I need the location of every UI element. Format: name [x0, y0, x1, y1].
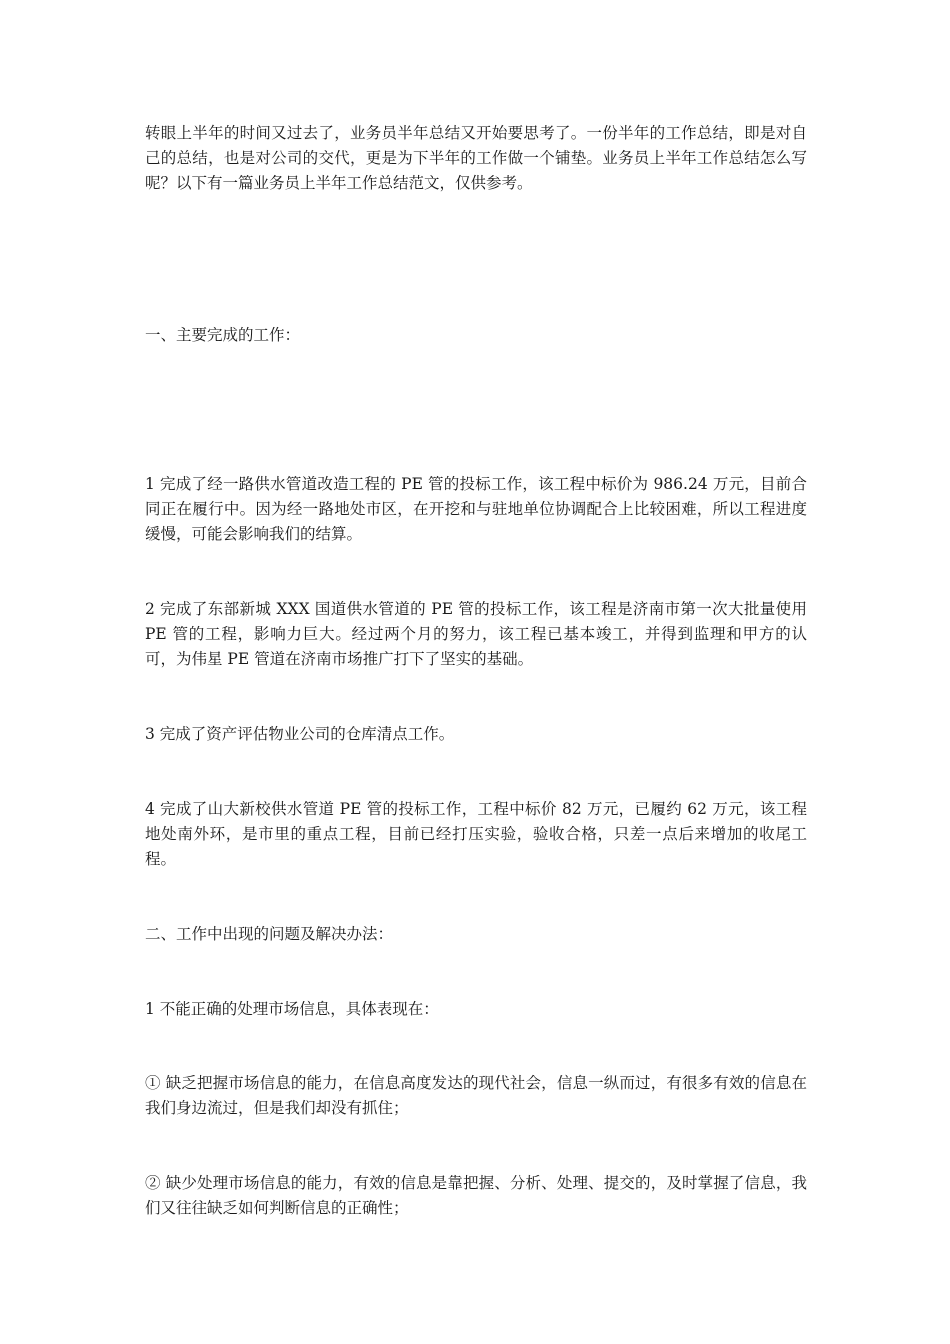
completed-work-item: 1 完成了经一路供水管道改造工程的 PE 管的投标工作，该工程中标价为 986.24 万元，目前合同正在履行中。因为经一路地处市区，在开挖和与驻地单位协调配合上比较困难，所以工程进度缓慢，可能会影响我们的结算。 — [145, 475, 807, 543]
problem-point: ① 缺乏把握市场信息的能力，在信息高度发达的现代社会，信息一纵而过，有很多有效的信息在我们身边流过，但是我们却没有抓住； — [145, 1074, 807, 1117]
problem-subheading: 1 不能正确的处理市场信息，具体表现在： — [145, 1000, 439, 1018]
completed-work-item: 2 完成了东部新城 XXX 国道供水管道的 PE 管的投标工作，该工程是济南市第一次大批量使用 PE 管的工程，影响力巨大。经过两个月的努力，该工程已基本竣工，并得到监理和甲方的认可，为伟星 PE 管道在济南市场推广打下了坚实的基础。 — [145, 600, 807, 668]
intro-paragraph: 转眼上半年的时间又过去了，业务员半年总结又开始要思考了。一份半年的工作总结，即是对自己的总结，也是对公司的交代，更是为下半年的工作做一个铺垫。业务员上半年工作总结怎么写呢？以下有一篇业务员上半年工作总结范文，仅供参考。 — [145, 124, 807, 192]
problem-point: ② 缺少处理市场信息的能力，有效的信息是靠把握、分析、处理、提交的，及时掌握了信息，我们又往往缺乏如何判断信息的正确性； — [145, 1174, 807, 1217]
completed-work-item: 4 完成了山大新校供水管道 PE 管的投标工作，工程中标价 82 万元，已履约 62 万元，该工程地处南外环，是市里的重点工程，目前已经打压实验，验收合格，只差一点后来增加的收尾工程。 — [145, 800, 807, 868]
section-heading-problems-solutions: 二、工作中出现的问题及解决办法： — [145, 925, 394, 943]
completed-work-item: 3 完成了资产评估物业公司的仓库清点工作。 — [145, 725, 455, 743]
section-heading-completed-work: 一、主要完成的工作： — [145, 326, 301, 344]
